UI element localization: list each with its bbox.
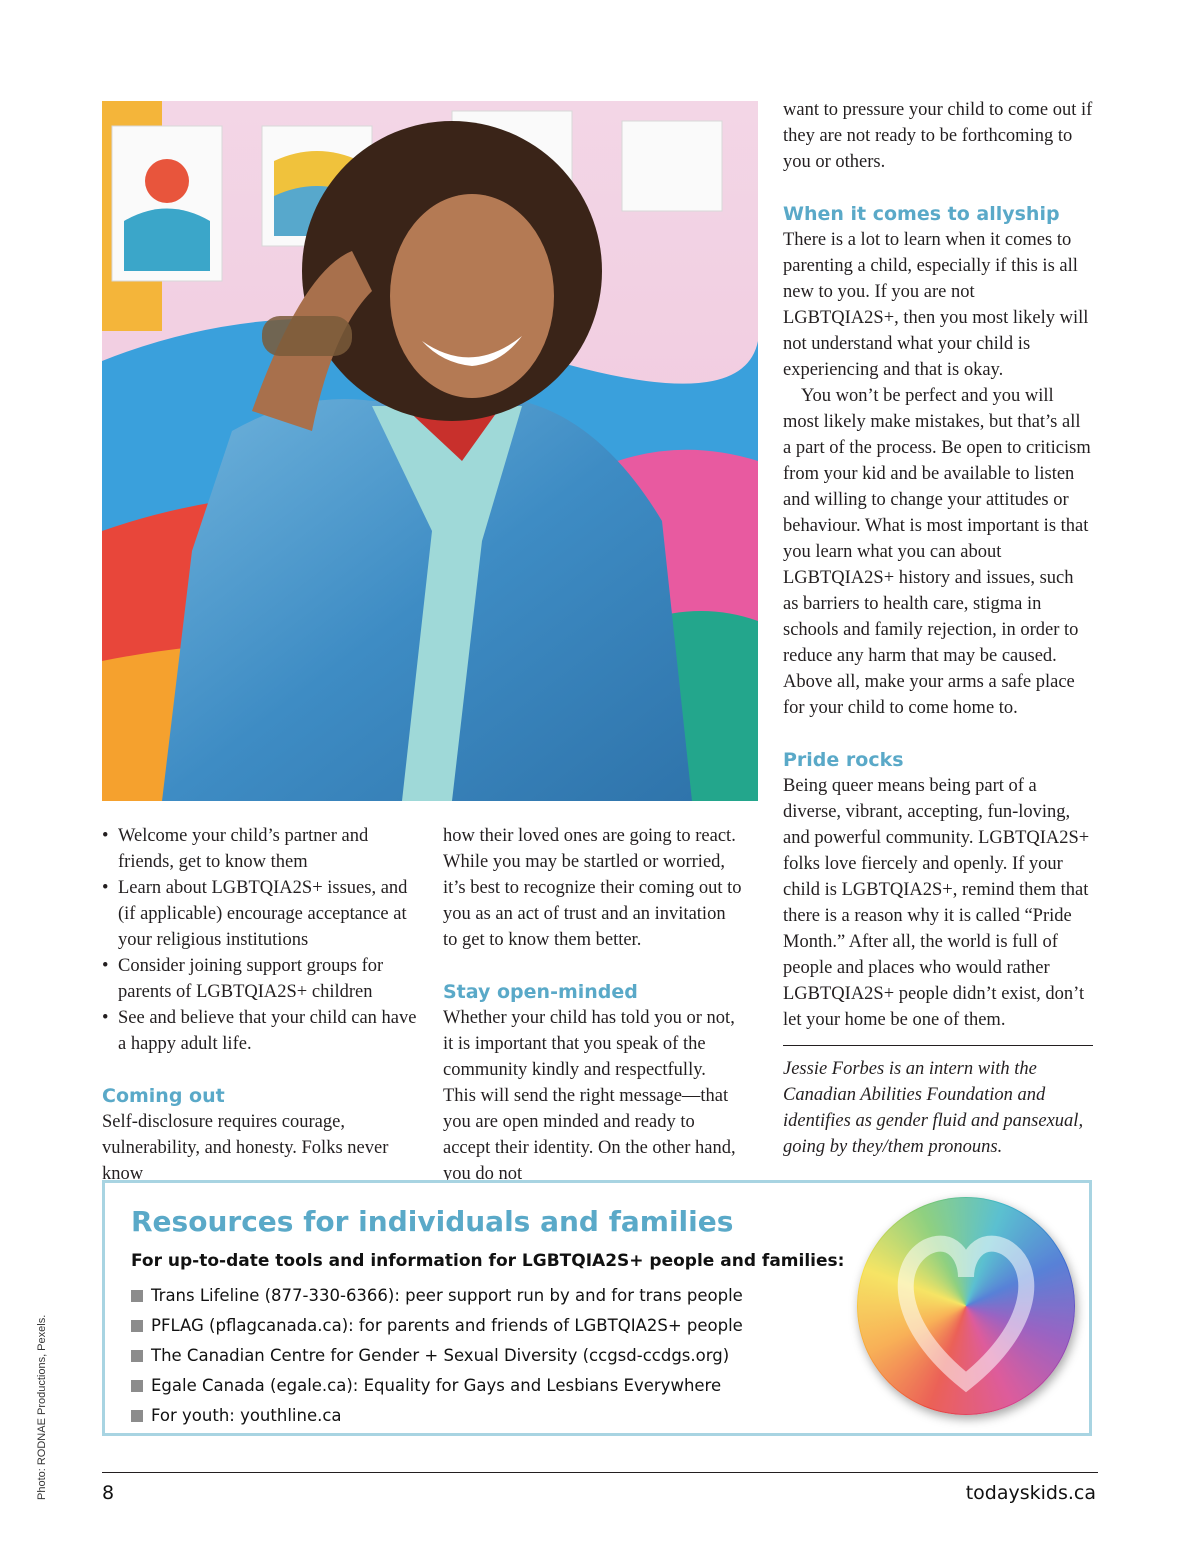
list-item: • Consider joining support groups for parents of LGBTQIA2S+ children xyxy=(102,953,420,1005)
paragraph: There is a lot to learn when it comes to parenting a child, especially if this is all new to you. If you are not LGBTQIA2S+, then you most likely will not understand what your child is experiencing and that is okay. xyxy=(783,230,1089,380)
list-item xyxy=(131,1371,743,1401)
resources-box xyxy=(102,1180,1092,1436)
site-url: todayskids.ca xyxy=(965,1482,1096,1504)
paragraph: Being queer means being part of a diverse, vibrant, accepting, fun-loving, and powerful community. LGBTQIA2S+ folks love fiercely and openly. If your child is LGBTQIA2S+, remind them that there is a reason why it is called “Pride Month.” After all, the world is full of people and places who would rather LGBTQIA2S+ people didn’t exist, don’t let your home be one of them. xyxy=(783,776,1090,1030)
tips-list xyxy=(102,823,420,1057)
page-number: 8 xyxy=(102,1482,115,1504)
square-bullet-icon xyxy=(131,1320,143,1332)
column-2 xyxy=(443,823,743,1187)
paragraph: You won’t be perfect and you will most likely make mistakes, but that’s all a part of the process. Be open to criticism from your kid and be available to listen and willing to change your attitudes or behaviour. What is most important is that you learn what you can about LGBTQIA2S+ history and issues, such as barriers to health care, stigma in schools and family rejection, in order to reduce any harm that may be caused. Above all, make your arms a safe place for your child to come home to. xyxy=(783,386,1091,718)
open-minded-heading: Stay open-minded xyxy=(443,981,638,1003)
resources-title: Resources for individuals and families xyxy=(131,1205,734,1238)
rainbow-heart-hands-image xyxy=(857,1197,1075,1415)
list-item: • Learn about LGBTQIA2S+ issues, and (if applicable) encourage acceptance at your religious institutions xyxy=(102,875,420,953)
pride-rocks-heading: Pride rocks xyxy=(783,749,904,771)
square-bullet-icon xyxy=(131,1290,143,1302)
paragraph: want to pressure your child to come out if they are not ready to be forthcoming to you or others. xyxy=(783,100,1093,172)
coming-out-paragraph: Self-disclosure requires courage, vulnerability, and honesty. Folks never know xyxy=(102,1112,389,1184)
divider xyxy=(783,1045,1093,1046)
square-bullet-icon xyxy=(131,1380,143,1392)
paragraph: Whether your child has told you or not, it is important that you speak of the community kindly and respectfully. This will send the right message—that you are open minded and ready to accept their identity. On the other hand, you do not xyxy=(443,1008,736,1184)
coming-out-heading: Coming out xyxy=(102,1085,225,1107)
resource-text: The Canadian Centre for Gender + Sexual Diversity (ccgsd-ccdgs.org) xyxy=(151,1346,730,1365)
list-item: • See and believe that your child can have a happy adult life. xyxy=(102,1005,420,1057)
column-1 xyxy=(102,823,420,1187)
resource-text: Egale Canada (egale.ca): Equality for Gays and Lesbians Everywhere xyxy=(151,1376,722,1395)
column-3 xyxy=(783,97,1093,1160)
allyship-heading: When it comes to allyship xyxy=(783,203,1060,225)
resources-subtitle: For up-to-date tools and information for LGBTQIA2S+ people and families: xyxy=(131,1251,845,1271)
paragraph: how their loved ones are going to react. While you may be startled or worried, it’s best to recognize their coming out to you as an act of trust and an invitation to get to know them better. xyxy=(443,826,742,950)
list-item xyxy=(131,1311,743,1341)
resources-list xyxy=(131,1281,743,1431)
portrait-photo xyxy=(102,101,758,801)
list-item xyxy=(131,1281,743,1311)
author-bio: Jessie Forbes is an intern with the Canadian Abilities Foundation and identifies as gender fluid and pansexual, going by they/them pronouns. xyxy=(783,1059,1084,1157)
resource-text: For youth: youthline.ca xyxy=(151,1406,342,1425)
photo-credit: Photo: RODNAE Productions, Pexels. xyxy=(36,1314,48,1500)
resource-text: Trans Lifeline (877-330-6366): peer support run by and for trans people xyxy=(151,1286,743,1305)
square-bullet-icon xyxy=(131,1350,143,1362)
list-item: • Welcome your child’s partner and friends, get to know them xyxy=(102,823,420,875)
resource-text: PFLAG (pflagcanada.ca): for parents and friends of LGBTQIA2S+ people xyxy=(151,1316,743,1335)
square-bullet-icon xyxy=(131,1410,143,1422)
list-item xyxy=(131,1341,743,1371)
footer-divider xyxy=(102,1472,1098,1473)
list-item xyxy=(131,1401,743,1431)
